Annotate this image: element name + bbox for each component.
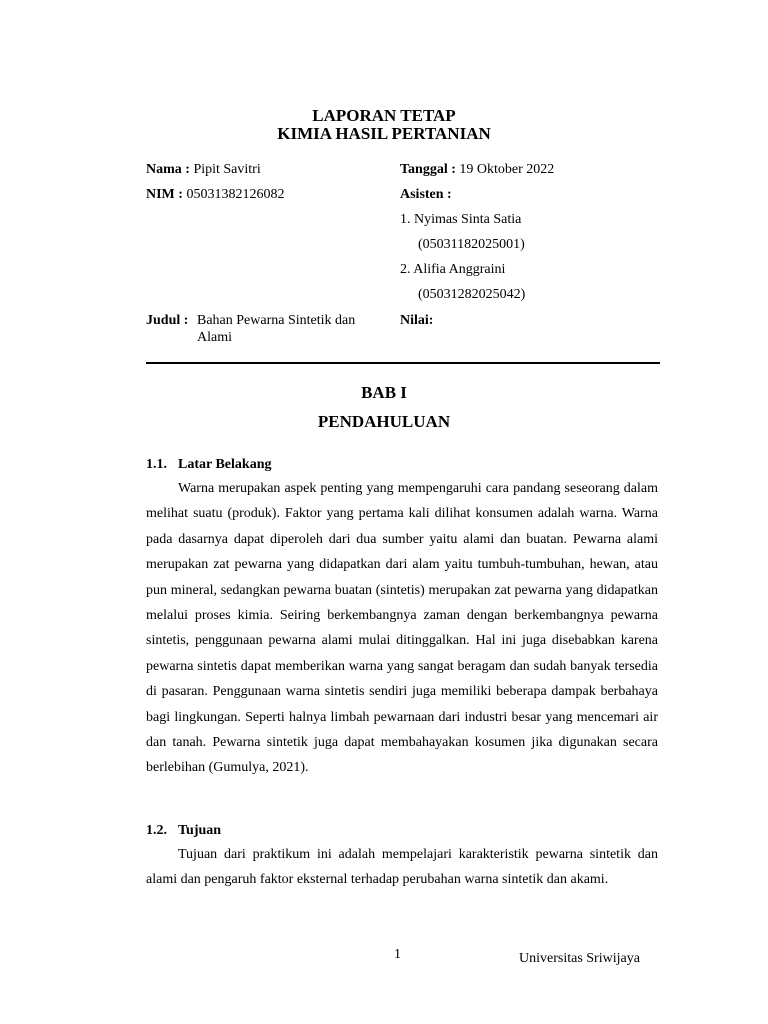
report-title-line2: KIMIA HASIL PERTANIAN (277, 124, 491, 143)
report-title-line1: LAPORAN TETAP (312, 106, 456, 125)
page-number: 1 (394, 947, 401, 962)
section-title: Latar Belakang (178, 457, 272, 472)
section-heading-latar-belakang (146, 456, 271, 474)
section-number: 1.1. (146, 457, 167, 472)
header-divider (146, 362, 660, 364)
asisten-label: Asisten : (400, 187, 452, 202)
nama-value: Pipit Savitri (189, 162, 261, 177)
chapter-number: BAB I (361, 383, 407, 402)
tanggal-label: Tanggal : (400, 162, 456, 177)
asisten-1-name: 1. Nyimas Sinta Satia (400, 212, 522, 227)
tanggal-value: 19 Oktober 2022 (455, 162, 555, 177)
nilai-label: Nilai: (400, 313, 434, 328)
nim-value: 05031382126082 (182, 187, 285, 202)
asisten-2-id: (05031282025042) (418, 287, 526, 302)
tanggal-field (400, 161, 554, 179)
footer-institution: Universitas Sriwijaya (519, 951, 640, 966)
nim-label: NIM : (146, 187, 183, 202)
judul-field (146, 312, 386, 345)
paragraph-tujuan: Tujuan dari praktikum ini adalah mempelajari karakteristik pewarna sintetik dan alami dan pengaruh faktor eksternal terhadap perubahan warna sintetik dan akami. (146, 847, 658, 888)
section-heading-tujuan (146, 822, 221, 840)
section-number: 1.2. (146, 823, 167, 838)
section-title: Tujuan (178, 823, 222, 838)
nama-field (146, 161, 261, 179)
nama-label: Nama : (146, 162, 190, 177)
nim-field (146, 186, 284, 204)
asisten-2-name: 2. Alifia Anggraini (400, 262, 506, 277)
judul-label: Judul : (146, 313, 189, 328)
judul-value: Bahan Pewarna Sintetik dan Alami (197, 313, 356, 345)
paragraph-latar-belakang: Warna merupakan aspek penting yang mempengaruhi cara pandang seseorang dalam melihat suatu (produk). Faktor yang pertama kali dilihat konsumen adalah warna. Warna pada dasarnya dapat diperoleh dari dua sumber yaitu alami dan buatan. Pewarna alami merupakan zat pewarna yang didapatkan dari alam yaitu tumbuh-tumbuhan, hewan, atau pun mineral, sedangkan pewarna buatan (sintetis) merupakan zat pewarna yang didapatkan melalui proses kimia. Seiring berkembangnya zaman dengan berkembangnya pewarna sintetis, penggunaan pewarna alami mulai ditinggalkan. Hal ini juga disebabkan karena pewarna sintetis dapat memberikan warna yang sangat beragam dan sudah banyak tersedia di pasaran. Penggunaan warna sintetis sendiri juga memiliki beberapa dampak berbahaya bagi lingkungan. Seperti halnya limbah pewarnaan dari industri besar yang mencemari air dan tanah. Pewarna sintetik juga dapat membahayakan kosumen jika digunakan secara berlebihan (Gumulya, 2021). (146, 481, 658, 776)
asisten-1-id: (05031182025001) (418, 237, 525, 252)
chapter-title: PENDAHULUAN (317, 412, 451, 431)
